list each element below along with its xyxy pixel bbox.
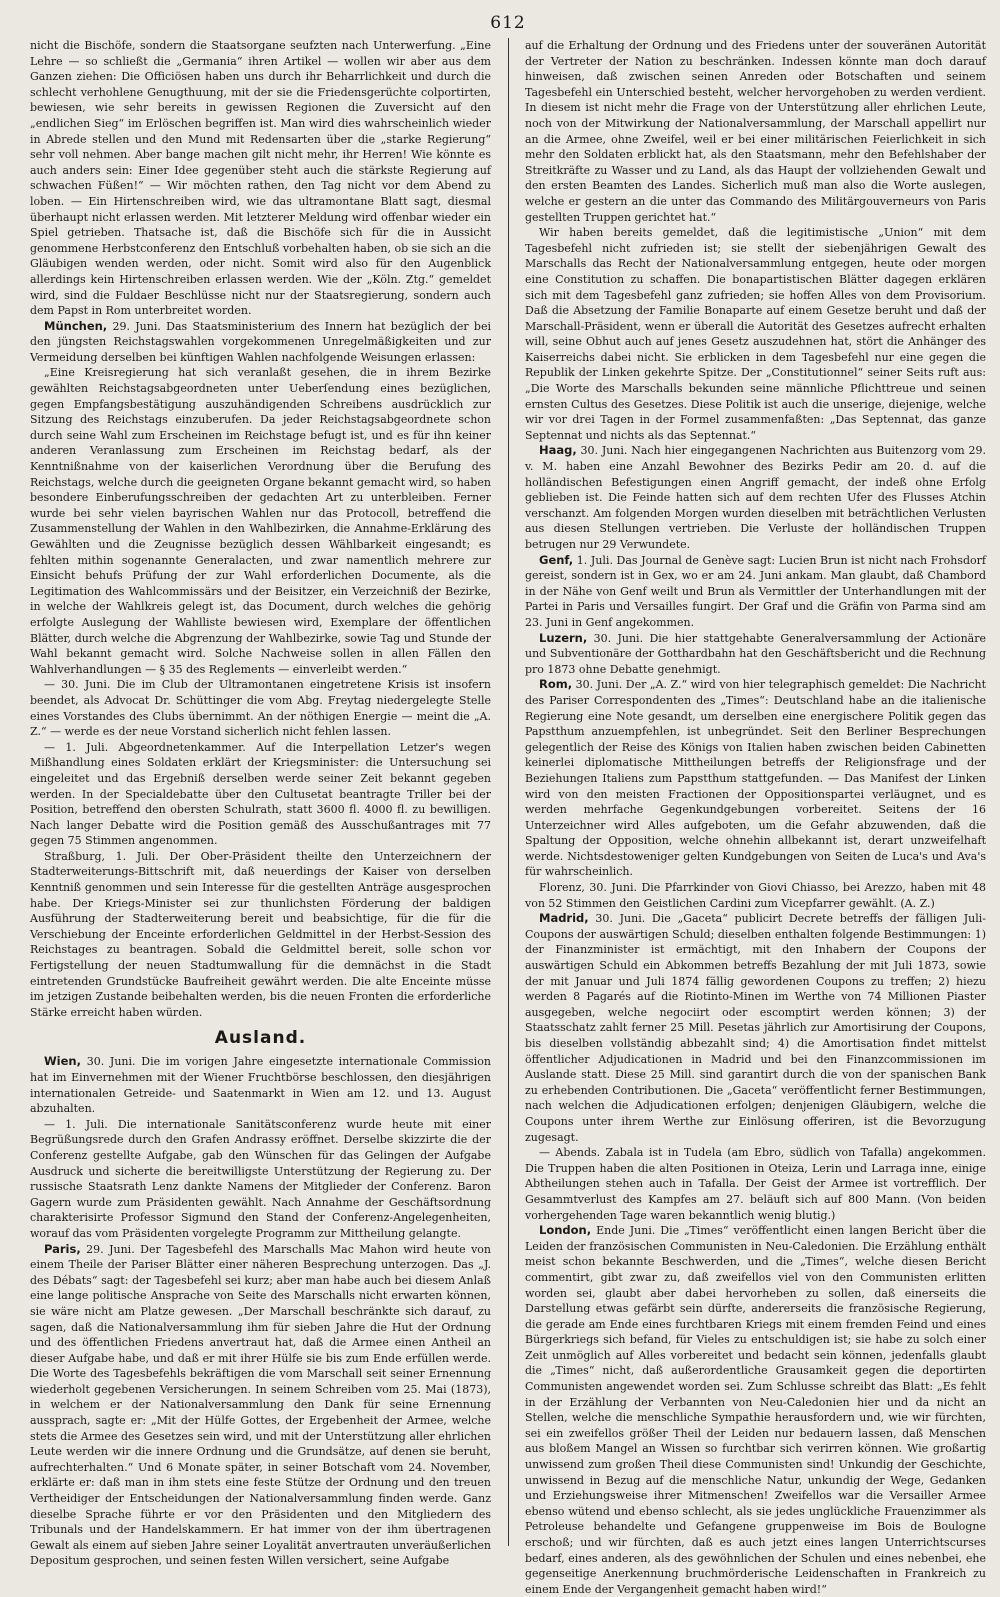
paragraph-text: 30. Juni. Der „A. Z.“ wird von hier telegraphisch gemeldet: Die Nachricht des Pariser Correspondenten des „Times“: Deutschland habe an die italienische Regierung eine Note gesandt, um derselben eine energischere Politik gegen das Papstthum anzuempfehlen, ist unbegründet. Seit den Berliner Besprechungen gelegentlich der Reise des Königs von Italien haben zwischen beiden Cabinetten keinerlei diplomatische Mittheilungen betreffs der Religionsfrage und der Beziehungen Italiens zum Papstthum stattgefunden. — Das Manifest der Linken wird von den meisten Fractionen der Oppositionspartei verläugnet, und es werden mehrfache Gegenkundgebungen vorbereitet. Seitens der 16 Unterzeichner wird Alles aufgeboten, um die Gefahr abzuwenden, daß die Spaltung der Opposition, welche ohnehin allbekannt ist, derart unzweifelhaft werde. Nichtsdestoweniger gelten Kundgebungen von Seiten de Luca's und Ava's für wahrscheinlich. (525, 678, 986, 879)
article-paragraph (525, 677, 986, 880)
article-paragraph (30, 849, 491, 1021)
article-paragraph (525, 631, 986, 678)
article-paragraph (525, 443, 986, 552)
dateline-place: Madrid, (539, 911, 589, 926)
dateline-place: München, (44, 318, 108, 333)
paragraph-text: Straßburg, 1. Juli. Der Ober-Präsident theilte den Unterzeichnern der Stadterweiterungs-Bittschrift mit, daß neuerdings der Kaiser von derselben Kenntniß genommen und sein Interesse für die gestellten Anträge ausgesprochen habe. Der Kriegs-Minister sei zur thunlichsten Förderung der baldigen Ausführung der Stadterweiterung bereit und beabsichtige, für die für die Verschiebung der Enceinte erforderlichen Geldmittel in der Herbst-Session des Reichstages zu beantragen. Sobald die Geldmittel bereit, solle schon vor Fertigstellung der neuen Stadtumwallung für die demnächst in die Stadt eintretenden Grundstücke Baufreiheit gewährt werden. Die alte Enceinte müsse im jetzigen Zustande beibehalten werden, bis die neuen Fronten die erforderliche Stärke erreicht haben würden. (30, 849, 491, 1019)
paragraph-text: 30. Juni. Die „Gaceta“ publicirt Decrete betreffs der fälligen Juli-Coupons der auswärtigen Schuld; dieselben enthalten folgende Bestimmungen: 1) der Finanzminister ist ermächtigt, mit den Inhabern der Coupons der auswärtigen Schuld ein Abkommen betreffs Bezahlung der mit Juli 1873, sowie der mit Januar und Juli 1874 fällig gewordenen Coupons zu treffen; 2) hiezu werden 8 Pagarés auf die Riotinto-Minen im Werthe von 74 Millionen Piaster ausgegeben, welche negociirt oder escomptirt werden können; 3) der Staatsschatz zahlt ferner 25 Mill. Pesetas jährlich zur Amortisirung der Coupons, bis dieselben vollständig abbezahlt sind; 4) die Amortisation findet mittelst öffentlicher Adjudicationen in Madrid und bei den Finanzcommissionen im Auslande statt. Diese 25 Mill. sind garantirt durch die von der spanischen Bank zu erhebenden Contributionen. Die „Gaceta“ veröffentlicht ferner Bestimmungen, nach welchen die Adjudicationen erfolgen; denjenigen Gläubigern, welche die Coupons unter ihrem Werthe zur Einlösung offeriren, ist die Bevorzugung zugesagt. (525, 912, 987, 1144)
paragraph-text: 30. Juni. Die hier stattgehabte Generalversammlung der Actionäre und Subventionäre der Gotthardbahn hat den Geschäftsbericht und die Rechnung pro 1873 ohne Debatte genehmigt. (525, 631, 986, 676)
section-heading: Ausland. (214, 1028, 307, 1049)
paragraph-text: auf die Erhaltung der Ordnung und des Friedens unter der souveränen Autorität der Vertreter der Nation zu beschränken. Indessen könnte man doch darauf hinweisen, daß zwischen seinen Anreden oder Botschaften und seinem Tagesbefehl ein Unterschied besteht, welcher hervorgehoben zu werden verdient. In diesem ist nicht mehr die Frage von der Unterstützung aller ehrlichen Leute, noch von der Mitwirkung der Nationalversammlung, der Marschall appellirt nur an die Armee, ohne Zweifel, weil er bei einer militärischen Feierlichkeit in sich mehr den Soldaten erblickt hat, als den Staatsmann, mehr den Befehlshaber der Streitkräfte zu Wasser und zu Land, als das Haupt der vollziehenden Gewalt und den ersten Beamten des Landes. Sicherlich muß man also die Worte auslegen, welche er gestern an die unter das Commando des Militärgouverneurs von Paris gestellten Truppen gerichtet hat.“ (525, 39, 986, 224)
paragraph-text: — Abends. Zabala ist in Tudela (am Ebro, südlich von Tafalla) angekommen. Die Truppen haben die alten Positionen in Oteiza, Lerin und Larraga inne, einige Abtheilungen stehen auch in Tafalla. Der Geist der Armee ist vortrefflich. Der Gesammtverlust des Kampfes am 27. beläuft sich auf 800 Mann. (Von beiden vorhergehenden Tage waren bekanntlich wenig blutig.) (525, 1146, 986, 1222)
page-number: 612 (490, 13, 526, 33)
left-column (30, 38, 491, 1568)
paragraph-text: Wir haben bereits gemeldet, daß die legitimistische „Union“ mit dem Tagesbefehl nicht zufrieden ist; sie stellt der siebenjährigen Gewalt des Marschalls das Recht der Nationalversammlung entgegen, heute oder morgen eine Constitution zu schaffen. Die bonapartistischen Blätter dagegen erklären sich mit dem Tagesbefehl ganz zufrieden; sie hoffen Alles von dem Provisorium. Daß die Absetzung der Familie Bonaparte auf einem Gesetze beruht und daß der Marschall-Präsident, wenn er überall die Autorität des Gesetzes aufrecht erhalten will, seine Obhut auch auf jenes Gesetz auszudehnen hat, stört die Anhänger des Kaiserreichs dabei nicht. Sie erblicken in dem Tagesbefehl nur eine gegen die Republik der Linken gekehrte Spitze. Der „Constitutionnel“ seiner Seits ruft aus: „Die Worte des Marschalls bekunden seine männliche Pflichttreue und seinen ernsten Cultus des Gesetzes. Diese Politik ist auch die unserige, diejenige, welche wir vor drei Tagen in der Formel zusammenfaßten: „Das Septennat, das ganze Septennat und nichts als das Septennat.“ (525, 226, 986, 442)
paragraph-text: 30. Juni. Nach hier eingegangenen Nachrichten aus Buitenzorg vom 29. v. M. haben eine Anzahl Bewohner des Bezirks Pedir am 20. d. auf die holländischen Befestigungen einen Angriff gemacht, der indeß ohne Erfolg geblieben ist. Die Feinde hatten sich auf dem rechten Ufer des Flusses Atchin verschanzt. Am folgenden Morgen wurden dieselben mit beträchtlichen Verlusten aus diesen Stellungen vertrieben. Die Verluste der holländischen Truppen betrugen nur 29 Verwundete. (525, 444, 986, 551)
dateline-place: London, (539, 1223, 592, 1238)
paragraph-text: 1. Juli. Das Journal de Genève sagt: Lucien Brun ist nicht nach Frohsdorf gereist, sondern ist in Gex, wo er am 24. Juni ankam. Man glaubt, daß Chambord in der Nähe von Genf weilt und Brun als Vermittler der Unterhandlungen mit der Partei in Paris und Versailles fungirt. Der Graf und die Gräfin von Parma sind am 23. Juni in Genf angekommen. (525, 553, 986, 629)
dateline-place: Rom, (539, 677, 573, 692)
article-paragraph (30, 1054, 491, 1116)
article-paragraph (30, 38, 491, 319)
article-paragraph (30, 677, 491, 739)
article-paragraph (525, 880, 986, 911)
article-paragraph (525, 911, 986, 1145)
dateline-place: Haag, (539, 443, 577, 458)
article-paragraph (30, 1117, 491, 1242)
article-paragraph (525, 553, 986, 631)
right-column (525, 38, 987, 1596)
article-paragraph (525, 38, 986, 225)
dateline-place: Paris, (44, 1241, 81, 1256)
article-paragraph (525, 225, 986, 443)
column-divider (508, 38, 509, 1546)
paragraph-text: Ende Juni. Die „Times“ veröffentlicht einen langen Bericht über die Leiden der französischen Communisten in Neu-Caledonien. Die Erzählung enthält meist schon bekannte Beschwerden, und die „Times“, welche diesen Bericht commentirt, gibt zwar zu, daß zweifellos viel von den Communisten erlitten worden sei, glaubt aber dabei hervorheben zu sollen, daß einerseits die Darstellung etwas gefärbt sein dürfte, andererseits die französische Regierung, die gerade am Ende eines furchtbaren Kriegs mit einem fremden Feind und eines Bürgerkriegs sich befand, für Vieles zu entschuldigen ist; sie habe zu solch einer Zeit unmöglich auf Alles vorbereitet und bedacht sein können, jedenfalls glaubt die „Times“ nicht, daß außerordentliche Grausamkeit gegen die deportirten Communisten angewendet worden sei. Zum Schlusse schreibt das Blatt: „Es fehlt in der Erzählung der Verbannten von Neu-Caledonien hier und da nicht an Stellen, welche die menschliche Sympathie herausfordern und, wie wir fürchten, sei ein zweifellos größer Theil der Leiden nur bedauern lassen, daß Menschen aus bloßem Mangel an Wissen so furchtbar sich verirren können. Wie großartig unwissend zum großen Theil diese Communisten sind! Unkundig der Geschichte, unwissend in Bezug auf die menschliche Natur, unkundig der Wege, Gedanken und Erziehungsweise ihrer Mitmenschen! Zweifellos war die Versailler Armee ebenso wütend und ebenso schlecht, als sie jedes unglückliche Frauenzimmer als Petroleuse behandelte und Gefangene gruppenweise im Bois de Boulogne erschoß; und wir fürchten, daß es auch jetzt eines langen Unterrichtscurses bedarf, eines anderen, als des gewöhnlichen der Schulen und eines nebenbei, ehe gegenseitige Anerkennung bruchmörderische Leidenschaften in Frankreich zu einem Ende der Vergangenheit gemacht haben wird!“ (525, 1224, 986, 1596)
paragraph-text: nicht die Bischöfe, sondern die Staatsorgane seufzten nach Unterwerfung. „Eine Lehre — so schließt die „Germania“ ihren Artikel — wollen wir aber aus dem Ganzen ziehen: Die Officiösen haben uns durch ihr Beharrlichkeit und durch die schlecht verhohlene Genugthuung, mit der sie die Friedensgerüchte colportirten, bewiesen, wie sehr bereits in gewissen Regionen die Zuversicht auf den „endlichen Sieg“ im Erlöschen begriffen ist. Man wird dies wahrscheinlich wieder in Abrede stellen und den Mund mit Redensarten über die „starke Regierung“ sehr voll nehmen. Aber bange machen gilt nicht mehr, ihr Herren! Wie könnte es auch anders sein: Einer Idee gegenüber steht auch die stärkste Regierung auf schwachen Füßen!“ — Wir möchten rathen, den Tag nicht vor dem Abend zu loben. — Ein Hirtenschreiben wird, wie das ultramontane Blatt sagt, diesmal überhaupt nicht erlassen werden. Mit letzterer Meldung wird offenbar wieder ein Spiel getrieben. Thatsache ist, daß die Bischöfe sich für die in Aussicht genommene Herbstconferenz den Entschluß vorbehalten haben, ob sie sich an die Gläubigen wenden werden, oder nicht. Somit wird also für den Augenblick allerdings kein Hirtenschreiben erlassen werden. Wie der „Köln. Ztg.“ gemeldet wird, sind die Fuldaer Beschlüsse nicht nur der Staatsregierung, sondern auch dem Papst in Rom unterbreitet worden. (30, 39, 491, 318)
article-paragraph (525, 1145, 986, 1223)
paragraph-text: — 30. Juni. Die im Club der Ultramontanen eingetretene Krisis ist insofern beendet, als Advocat Dr. Schüttinger die vom Abg. Freytag niedergelegte Stelle eines Vorstandes des Clubs übernimmt. An der nöthigen Energie — meint die „A. Z.“ — werde es der neue Vorstand sicherlich nicht fehlen lassen. (30, 678, 491, 739)
dateline-place: Genf, (539, 552, 574, 567)
paragraph-text: Florenz, 30. Juni. Die Pfarrkinder von Giovi Chiasso, bei Arezzo, haben mit 48 von 52 Stimmen den Geistlichen Cardini zum Vicepfarrer gewählt. (A. Z.) (525, 881, 986, 910)
paragraph-text: 29. Juni. Das Staatsministerium des Innern hat bezüglich der bei den jüngsten Reichstagswahlen vorgekommenen Unregelmäßigkeiten und zur Vermeidung derselben bei künftigen Wahlen nachfolgende Weisungen erlassen: (30, 319, 491, 364)
article-paragraph (525, 1223, 986, 1597)
paragraph-text: 29. Juni. Der Tagesbefehl des Marschalls Mac Mahon wird heute von einem Theile der Pariser Blätter einer näheren Besprechung unterzogen. Das „J. des Débats“ sagt: der Tagesbefehl sei kurz; aber man habe auch bei diesem Anlaß eine lange politische Ansprache von Seite des Marschalls nicht erwarten können, sie wäre nicht am Platze gewesen. „Der Marschall beschränkte sich darauf, zu sagen, daß die Nationalversammlung ihm für sieben Jahre die Hut der Ordnung und des öffentlichen Friedens anvertraut hat, daß die Armee einen Antheil an dieser Aufgabe habe, und daß er mit ihrer Hülfe sie bis zum Ende erfüllen werde. Die Worte des Tagesbefehls bekräftigen die vom Marschall seit seiner Ernennung wiederholt gegebenen Versicherungen. In seinem Schreiben vom 25. Mai (1873), in welchem er der Nationalversammlung den Dank für seine Ernennung aussprach, sagte er: „Mit der Hülfe Gottes, der Ergebenheit der Armee, welche stets die Armee des Gesetzes sein wird, und mit der Unterstützung aller ehrlichen Leute werden wir die innere Ordnung und die Grundsätze, auf denen sie beruht, aufrechterhalten.“ Und 6 Monate später, in seiner Botschaft vom 24. November, erklärte er: daß man in ihm stets eine feste Stütze der Ordnung und den treuen Vertheidiger der Entscheidungen der Nationalversammlung finden werde. Ganz dieselbe Sprache führte er vor den Präsidenten und den Mitgliedern des Tribunals und der Handelskammern. Er hat immer von der ihm übertragenen Gewalt als einem auf sieben Jahre seiner Loyalität anvertrauten unveräußerlichen Depositum gesprochen, und seinen festen Willen versichert, seine Aufgabe (30, 1242, 491, 1568)
article-paragraph (30, 365, 491, 677)
columns (30, 38, 987, 1596)
paragraph-text: 30. Juni. Die im vorigen Jahre eingesetzte internationale Commission hat im Einvernehmen mit der Wiener Fruchtbörse beschlossen, den diesjährigen internationalen Getreide- und Saatenmarkt in Wien am 12. und 13. August abzuhalten. (30, 1055, 491, 1116)
paragraph-text: „Eine Kreisregierung hat sich veranlaßt gesehen, die in ihrem Bezirke gewählten Reichstagsabgeordneten unter Ueberſendung eines bezüglichen, gegen Empfangsbestätigung auszuhändigenden Schreibens ausdrücklich zur Sitzung des Reichstags einzuberufen. Da jeder Reichstagsabgeordnete schon durch seine Wahl zum Erscheinen im Reichstage befugt ist, und es für ihn keiner anderen Veranlassung zum Erscheinen im Reichstag bedarf, als der Kenntnißnahme von der kaiserlichen Verordnung über die Berufung des Reichstags, welche durch die geeigneten Organe bekannt gemacht wird, so haben besondere Einberufungsschreiben der gedachten Art zu unterbleiben. Ferner wurde bei sehr vielen bayrischen Wahlen nur das Protocoll, betreffend die Zusammenstellung der Wahlen in den Wahlbezirken, die Annahme-Erklärung des Gewählten und die Zeugnisse bezüglich dessen Wählbarkeit eingesandt; es fehlten mithin sogenannte Generalacten, und zwar namentlich mehrere zur Einsicht behufs Prüfung der zur Wahl erforderlichen Documente, als die Legitimation des Wahlcommissärs und der Beisitzer, ein Verzeichniß der Bezirke, in welche der Wahlkreis gelegt ist, das Document, durch welches die gehörig erfolgte Auslegung der Wahlliste bewiesen wird, Exemplare der öffentlichen Blätter, durch welche die Abgrenzung der Wahlbezirke, sowie Tag und Stunde der Wahl bekannt gemacht wird. Solche Nachweise sollen in allen Fällen den Wahlverhandlungen — § 35 des Reglements — einverleibt werden.“ (30, 366, 491, 676)
article-paragraph (30, 740, 491, 849)
dateline-place: Luzern, (539, 630, 588, 645)
dateline-place: Wien, (44, 1054, 81, 1069)
paragraph-text: — 1. Juli. Abgeordnetenkammer. Auf die Interpellation Letzer's wegen Mißhandlung eines Soldaten erklärt der Kriegsminister: die Untersuchung sei eingeleitet und das Ergebniß derselben werde seiner Zeit bekannt gegeben werden. In der Specialdebatte über den Cultusetat beantragte Triller bei der Position, betreffend den obersten Schulrath, statt 3600 fl. 4000 fl. zu bewilligen. Nach langer Debatte wird die Position gemäß des Ausschußantrages mit 77 gegen 75 Stimmen angenommen. (30, 740, 491, 848)
article-paragraph (30, 319, 491, 366)
article-paragraph (30, 1242, 491, 1569)
paragraph-text: — 1. Juli. Die internationale Sanitätsconferenz wurde heute mit einer Begrüßungsrede durch den Grafen Andrassy eröffnet. Derselbe skizzirte die der Conferenz gestellte Aufgabe, gab den Wünschen für das Gelingen der Aufgabe Ausdruck und sicherte die bereitwilligste Unterstützung der Regierung zu. Der russische Staatsrath Lenz dankte Namens der Mitglieder der Conferenz. Baron Gagern wurde zum Präsidenten gewählt. Nach Annahme der Geschäftsordnung charakterisirte Professor Sigmund den Stand der Conferenz-Angelegenheiten, worauf das vom Präsidenten vorgelegte Programm zur Mittheilung gelangte. (30, 1117, 491, 1240)
